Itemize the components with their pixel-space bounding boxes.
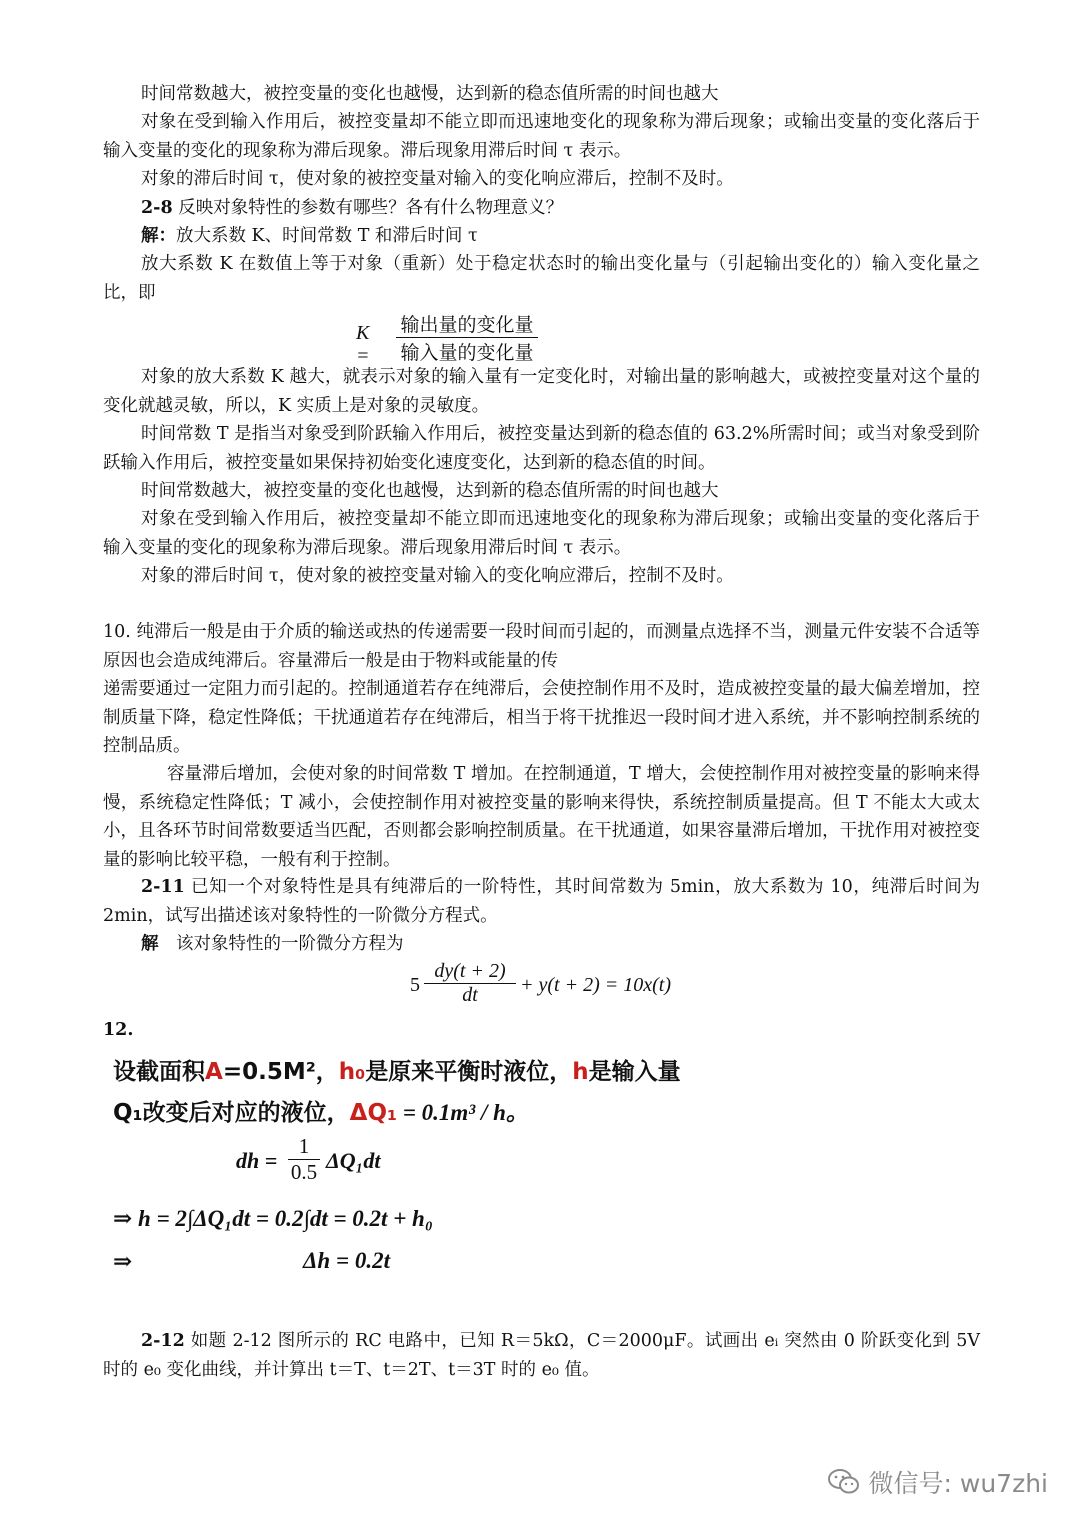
answer-label: 解 [141, 934, 159, 954]
equation-rest: + y(t + 2) = 10x(t) [520, 974, 671, 996]
differential-equation [410, 960, 680, 1016]
paragraph-capacity-lag: 容量滞后增加，会使对象的时间常数 T 增加。在控制通道，T 增大，会使控制作用对被控变量的影响来得慢，系统稳定性降低；T 减小，会使控制作用对被控变量的影响来得快，系统控制质量提高。但 T 不能太大或太小，且各环节时间常数要适当匹配，否则都会影响控制质量。在干扰通道，如果容量滞后增加，干扰作用对被控变量的影响比较平稳，一般有利于控制。 [103, 764, 980, 870]
q12-formula-1: dh = 1 0.5 ΔQ₁dt [236, 1134, 381, 1184]
q12-line-1: 设截面积A=0.5M²，h₀是原来平衡时液位，h是输入量 [113, 1059, 681, 1085]
paragraph-time-constant-2: 时间常数越大，被控变量的变化也越慢，达到新的稳态值所需的时间也越大 [141, 481, 719, 501]
question-number: 2-12 [141, 1331, 185, 1351]
question-2-11 [103, 873, 980, 930]
question-2-12 [103, 1327, 980, 1384]
paragraph-lag-time: 对象的滞后时间 τ，使对象的被控变量对输入的变化响应滞后，控制不及时。 [141, 169, 734, 189]
wechat-icon [827, 1467, 861, 1497]
paragraph-lag-definition: 对象在受到输入作用后，被控变量却不能立即而迅速地变化的现象称为滞后现象；或输出变量的变化落后于输入变量的变化的现象称为滞后现象。滞后现象用滞后时间 τ 表示。 [103, 112, 980, 161]
answer-2-8 [103, 222, 980, 251]
answer-label: 解： [141, 226, 176, 246]
watermark-text: 微信号: wu7zhi [868, 1469, 1048, 1498]
answer-text: 该对象特性的一阶微分方程为 [158, 934, 404, 954]
answer-2-11 [103, 930, 980, 959]
q12-formula-2: ⇒ h = 2∫ΔQ₁dt = 0.2∫dt = 0.2t + h₀ [113, 1206, 433, 1231]
formula-numerator: 输出量的变化量 [400, 314, 534, 336]
paragraph-gain-definition: 放大系数 K 在数值上等于对象（重新）处于稳定状态时的输出变化量与（引起输出变化的）输入变化量之比，即 [103, 254, 980, 303]
equation-coefficient: 5 [410, 974, 420, 996]
q12-formula-3: Δh = 0.2t [303, 1248, 390, 1273]
answer-text: 放大系数 K、时间常数 T 和滞后时间 τ [176, 226, 478, 246]
question-number: 2-8 [141, 198, 173, 218]
paragraph-q10-b: 递需要通过一定阻力而引起的。控制通道若存在纯滞后，会使控制作用不及时，造成被控变量的最大偏差增加，控制质量下降，稳定性降低；干扰通道若存在纯滞后，相当于将干扰推迟一段时间才进入系统，并不影响控制系统的控制品质。 [103, 679, 980, 756]
question-text: 反映对象特性的参数有哪些？各有什么物理意义？ [172, 198, 564, 218]
question-number: 2-11 [141, 877, 185, 897]
question-text: 已知一个对象特性是具有纯滞后的一阶特性，其时间常数为 5min，放大系数为 10，纯滞后时间为 2min，试写出描述该对象特性的一阶微分方程式。 [103, 877, 980, 926]
formula-lhs: K = [356, 322, 370, 367]
q12-line-2: Q₁改变后对应的液位，ΔQ₁ = 0.1m³ / h。 [113, 1100, 529, 1126]
question-text: 如题 2-12 图所示的 RC 电路中，已知 R＝5kΩ，C＝2000μF。试画出 eᵢ 突然由 0 阶跃变化到 5V 时的 e₀ 变化曲线，并计算出 t＝T、t＝2T、t＝3T 时的 e₀ 值。 [103, 1331, 980, 1380]
wechat-watermark [827, 1464, 1048, 1500]
q12-formula-3-arrow: ⇒ [113, 1249, 133, 1274]
paragraph-time-constant: 时间常数越大，被控变量的变化也越慢，达到新的稳态值所需的时间也越大 [141, 84, 719, 104]
paragraph-gain-meaning: 对象的放大系数 K 越大，就表示对象的输入量有一定变化时，对输出量的影响越大，或被控变量对这个量的变化就越灵敏，所以，K 实质上是对象的灵敏度。 [103, 367, 980, 416]
paragraph-lag-time-2: 对象的滞后时间 τ，使对象的被控变量对输入的变化响应滞后，控制不及时。 [141, 566, 734, 586]
equation-denominator: dt [424, 983, 516, 1007]
paragraph-q10-a: 10. 纯滞后一般是由于介质的输送或热的传递需要一段时间而引起的，而测量点选择不当，测量元件安装不合适等原因也会造成纯滞后。容量滞后一般是由于物料或能量的传 [103, 622, 980, 671]
question-2-8 [103, 194, 980, 223]
question-12-number: 12. [103, 1020, 134, 1040]
fraction-bar: 输入量的变化量 [396, 337, 538, 365]
equation-numerator: dy(t + 2) [434, 960, 506, 982]
paragraph-time-constant-def: 时间常数 T 是指当对象受到阶跃输入作用后，被控变量达到新的稳态值的 63.2%所需时间；或当对象受到阶跃输入作用后，被控变量如果保持初始变化速度变化，达到新的稳态值的时间。 [103, 424, 980, 473]
paragraph-lag-definition-2: 对象在受到输入作用后，被控变量却不能立即而迅速地变化的现象称为滞后现象；或输出变量的变化落后于输入变量的变化的现象称为滞后现象。滞后现象用滞后时间 τ 表示。 [103, 509, 980, 558]
